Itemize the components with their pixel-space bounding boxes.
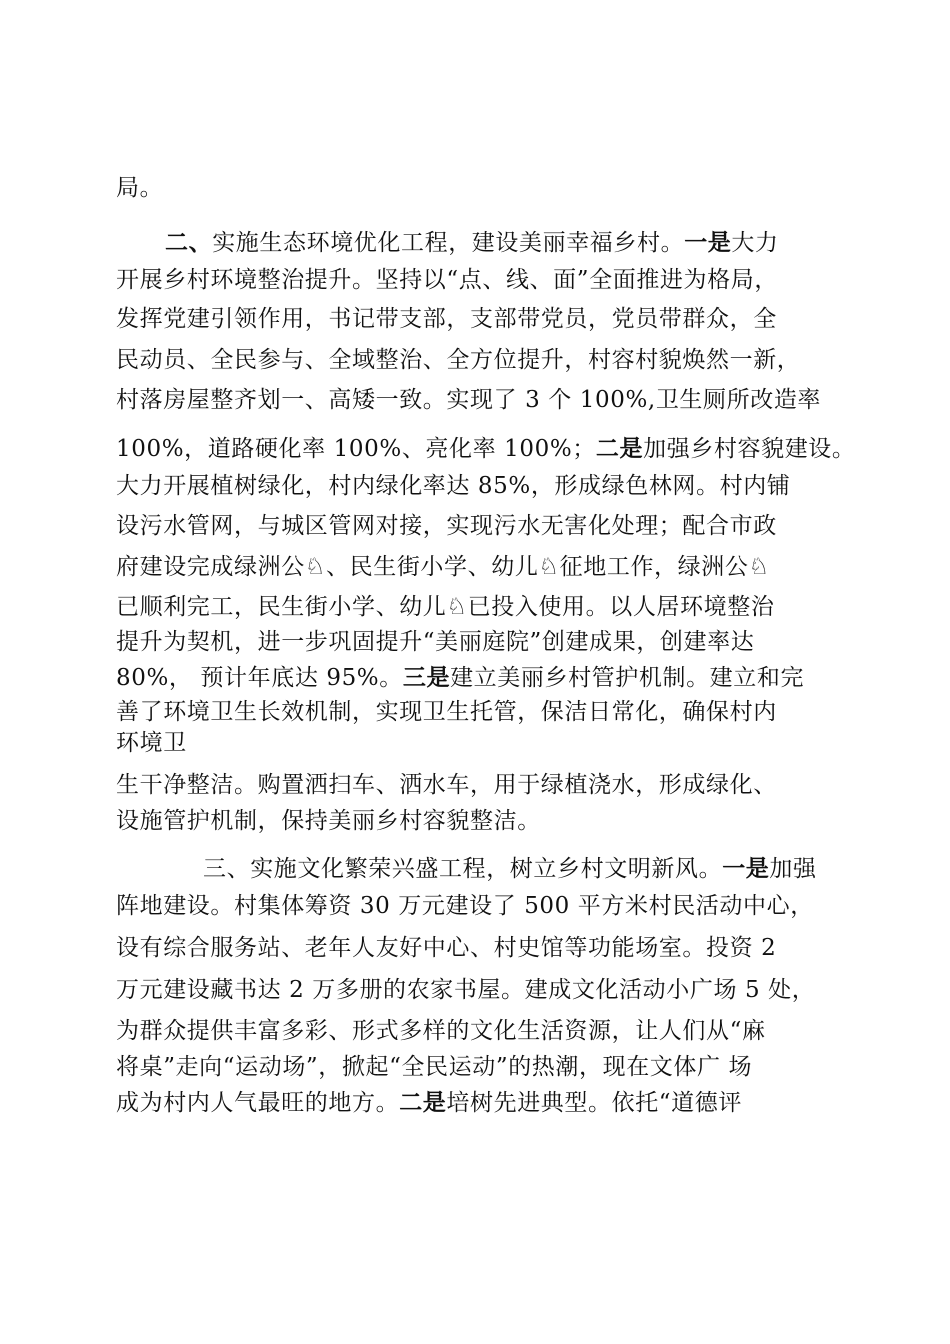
section2-title: 实施生态环境优化工程，建设美丽幸福乡村。 xyxy=(212,230,685,256)
section2-line7: 大力开展植树绿化，村内绿化率达 85%，形成绿色林网。村内铺 xyxy=(116,473,791,499)
section2-number: 二、 xyxy=(165,230,213,256)
section2-line13: 善了环境卫生长效机制，实现卫生托管，保洁日常化，确保村内 xyxy=(116,699,777,725)
text-run: 局。 xyxy=(116,175,164,201)
text-run: 建立美丽乡村管护机制。建立和完 xyxy=(450,665,805,691)
section2-line15: 生干净整洁。购置洒扫车、洒水车，用于绿植浇水，形成绿化、 xyxy=(116,772,777,798)
section3-title: 三、实施文化繁荣兴盛工程，树立乡村文明新风。 xyxy=(203,856,723,882)
section3-line6: 将桌”走向“运动场”，掀起“全民运动”的热潮，现在文体广 场 xyxy=(116,1054,753,1080)
section2-line16: 设施管护机制，保持美丽乡村容貌整洁。 xyxy=(116,808,541,834)
section2-line2: 开展乡村环境整治提升。坚持以“点、线、面”全面推进为格局， xyxy=(116,267,778,293)
section2-line8: 设污水管网，与城区管网对接，实现污水无害化处理；配合市政 xyxy=(116,513,777,539)
section3-line5: 为群众提供丰富多彩、形式多样的文化生活资源，让人们从“麻 xyxy=(116,1018,766,1044)
section2-item3-label: 三是 xyxy=(402,665,451,691)
section2-line10: 已顺利完工，民生街小学、幼儿♘已投入使用。以人居环境整治 xyxy=(116,594,775,620)
section2-line5: 村落房屋整齐划一、高矮一致。实现了 3 个 100%,卫生厕所改造率 xyxy=(116,387,822,413)
paragraph-continuation xyxy=(116,174,163,202)
section3-line3: 设有综合服务站、老年人友好中心、村史馆等功能场室。投资 2 xyxy=(116,935,777,961)
text-run: 80%， 预计年底达 95%。 xyxy=(116,665,403,691)
section2-line9: 府建设完成绿洲公♘、民生街小学、幼儿♘征地工作，绿洲公♘ xyxy=(116,554,770,580)
section3-item1-label: 一是 xyxy=(722,856,770,882)
text-run: 100%，道路硬化率 100%、亮化率 100%； xyxy=(116,436,596,462)
text-run: 成为村内人气最旺的地方。 xyxy=(116,1090,400,1116)
section2-line11: 提升为契机，进一步巩固提升“美丽庭院”创建成果，创建率达 xyxy=(116,629,755,655)
section3-line2: 阵地建设。村集体筹资 30 万元建设了 500 平方米村民活动中心， xyxy=(116,893,814,919)
section3-item2-label: 二是 xyxy=(399,1090,447,1116)
section2-line14: 环境卫 xyxy=(116,730,187,756)
section2-item1-label: 一是 xyxy=(684,230,732,256)
text-run: 培树先进典型。依托“道德评 xyxy=(446,1090,742,1116)
text-run: 加强乡村容貌建设。 xyxy=(643,436,856,462)
text-run: 加强 xyxy=(769,856,817,882)
section2-line4: 民动员、全民参与、全域整治、全方位提升，村容村貌焕然一新， xyxy=(116,347,801,373)
section2-line6 xyxy=(116,435,856,463)
text-run: 大力 xyxy=(731,230,779,256)
section3-line4: 万元建设藏书达 2 万多册的农家书屋。建成文化活动小广场 5 处， xyxy=(116,977,816,1003)
section3-line7 xyxy=(116,1089,742,1117)
section2-item2-label: 二是 xyxy=(595,436,644,462)
section2-line3: 发挥党建引领作用，书记带支部，支部带党员，党员带群众，全 xyxy=(116,306,777,332)
section3-heading-line xyxy=(203,855,817,883)
section2-heading-line xyxy=(165,229,779,257)
section2-line12 xyxy=(116,664,804,692)
